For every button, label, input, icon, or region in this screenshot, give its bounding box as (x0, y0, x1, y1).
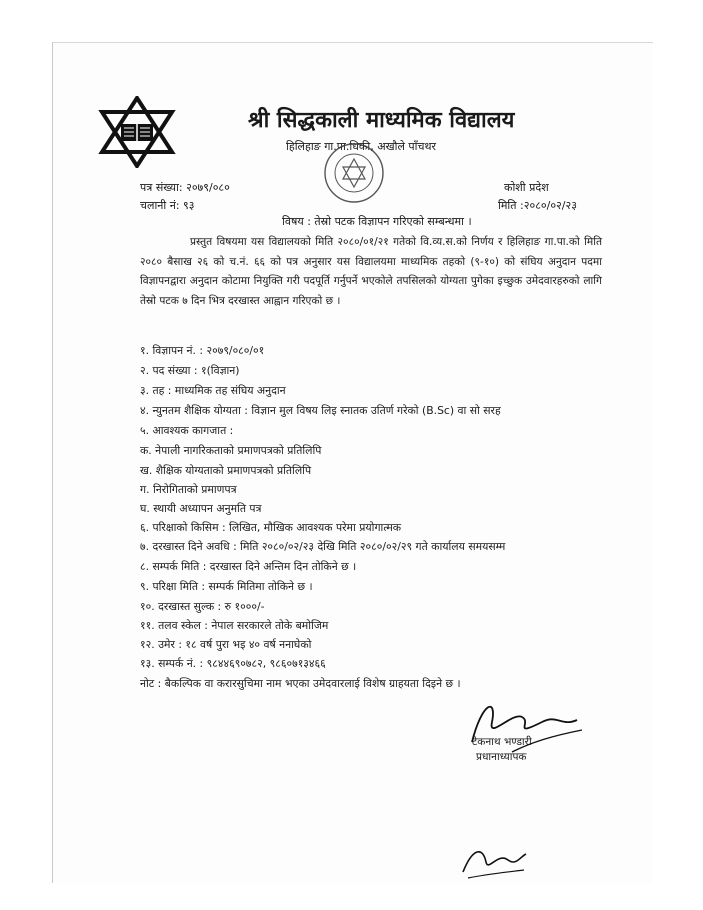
list-item: ११. तलव स्केल : नेपाल सरकारले तोके बमोजिम (140, 619, 329, 632)
note-line: नोट : बैकल्पिक वा करारसुचिमा नाम भएका उमेदवारलाई विशेष ग्राहयता दिइने छ । (140, 677, 461, 690)
list-item: ३. तह : माध्यमिक तह संघिय अनुदान (140, 384, 286, 397)
dispatch-number: चलानी नं: ९३ (140, 199, 195, 212)
signatory-title: प्रधानाध्यापक (476, 751, 527, 763)
signatory-name: टेकनाथ भण्डारी (472, 736, 532, 748)
list-item: ५. आवश्यक कागजात : (140, 424, 234, 437)
list-item: ख. शैक्षिक योग्यताको प्रमाणपत्रको प्रतिलिपि (140, 464, 312, 477)
school-address: हिलिहाङ गा.पा.धिकी, अखौले पाँचथर (286, 140, 437, 153)
initials-mark (458, 842, 530, 882)
letter-date: मिति :२०८०/०२/२३ (498, 199, 577, 212)
letter-number: पत्र संख्या: २०७९/०८० (140, 181, 230, 194)
school-stamp-seal-icon (322, 141, 386, 205)
school-name: श्री सिद्धकाली माध्यमिक विद्यालय (248, 107, 515, 133)
list-item: ग. निरोगिताको प्रमाणपत्र (140, 483, 237, 496)
list-item: ४. न्युनतम शैक्षिक योग्यता : विज्ञान मुल विषय लिइ स्नातक उतिर्ण गरेको (B.Sc) वा सो सरह (140, 404, 501, 417)
subject-line: विषय : तेस्रो पटक विज्ञापन गरिएको सम्बन्धमा । (282, 215, 472, 228)
list-item: १३. सम्पर्क नं. : ९८४४६९०७८२, ९८६०७१३४६६ (140, 657, 326, 670)
list-item: ६. परिक्षाको किसिम : लिखित, मौखिक आवश्यक परेमा प्रयोगात्मक (140, 521, 402, 534)
list-item: १. विज्ञापन नं. : २०७९/०८०/०१ (140, 344, 265, 357)
list-item: १२. उमेर : १८ वर्ष पुरा भइ ४० वर्ष ननाघेको (140, 638, 312, 651)
list-item: ७. दरखास्त दिने अवधि : मिति २०८०/०२/२३ देखि मिति २०८०/०२/२९ गते कार्यालय समयसम्म (140, 540, 506, 553)
list-item: १०. दरखास्त सुल्क : रु १०००/- (140, 600, 265, 613)
list-item: ९. परिक्षा मिति : सम्पर्क मितिमा तोकिने छ । (140, 580, 313, 593)
body-paragraph: प्रस्तुत विषयमा यस विद्यालयको मिति २०८०/०१/२१ गतेको वि.व्य.स.को निर्णय र हिलिहाङ गा.पा.को मिति २०८० बैसाख २६ को च.नं. ६६ को पत्र अनुसार यस विद्यालयमा माध्यमिक तहको (९-१०) को संघिय अनुदान पदमा विज्ञापनद्वारा अनुदान कोटामा नियुक्ति गरी पदपूर्ति गर्नुपर्ने भएकोले तपसिलको योग्यता पुगेका इच्छुक उमेदवारहरुको लागि तेस्रो पटक ७ दिन भित्र दरखास्त आह्वान गरिएको छ । (140, 236, 602, 307)
list-item: २. पद संख्या : १(विज्ञान) (140, 364, 240, 377)
list-item: ८. सम्पर्क मिति : दरखास्त दिने अन्तिम दिन तोकिने छ । (140, 560, 357, 573)
province: कोशी प्रदेश (504, 181, 549, 194)
list-item: क. नेपाली नागरिकताको प्रमाणपत्रको प्रतिलिपि (140, 444, 322, 457)
list-item: घ. स्थायी अध्यापन अनुमति पत्र (140, 502, 262, 515)
school-logo-star-icon (98, 96, 176, 168)
